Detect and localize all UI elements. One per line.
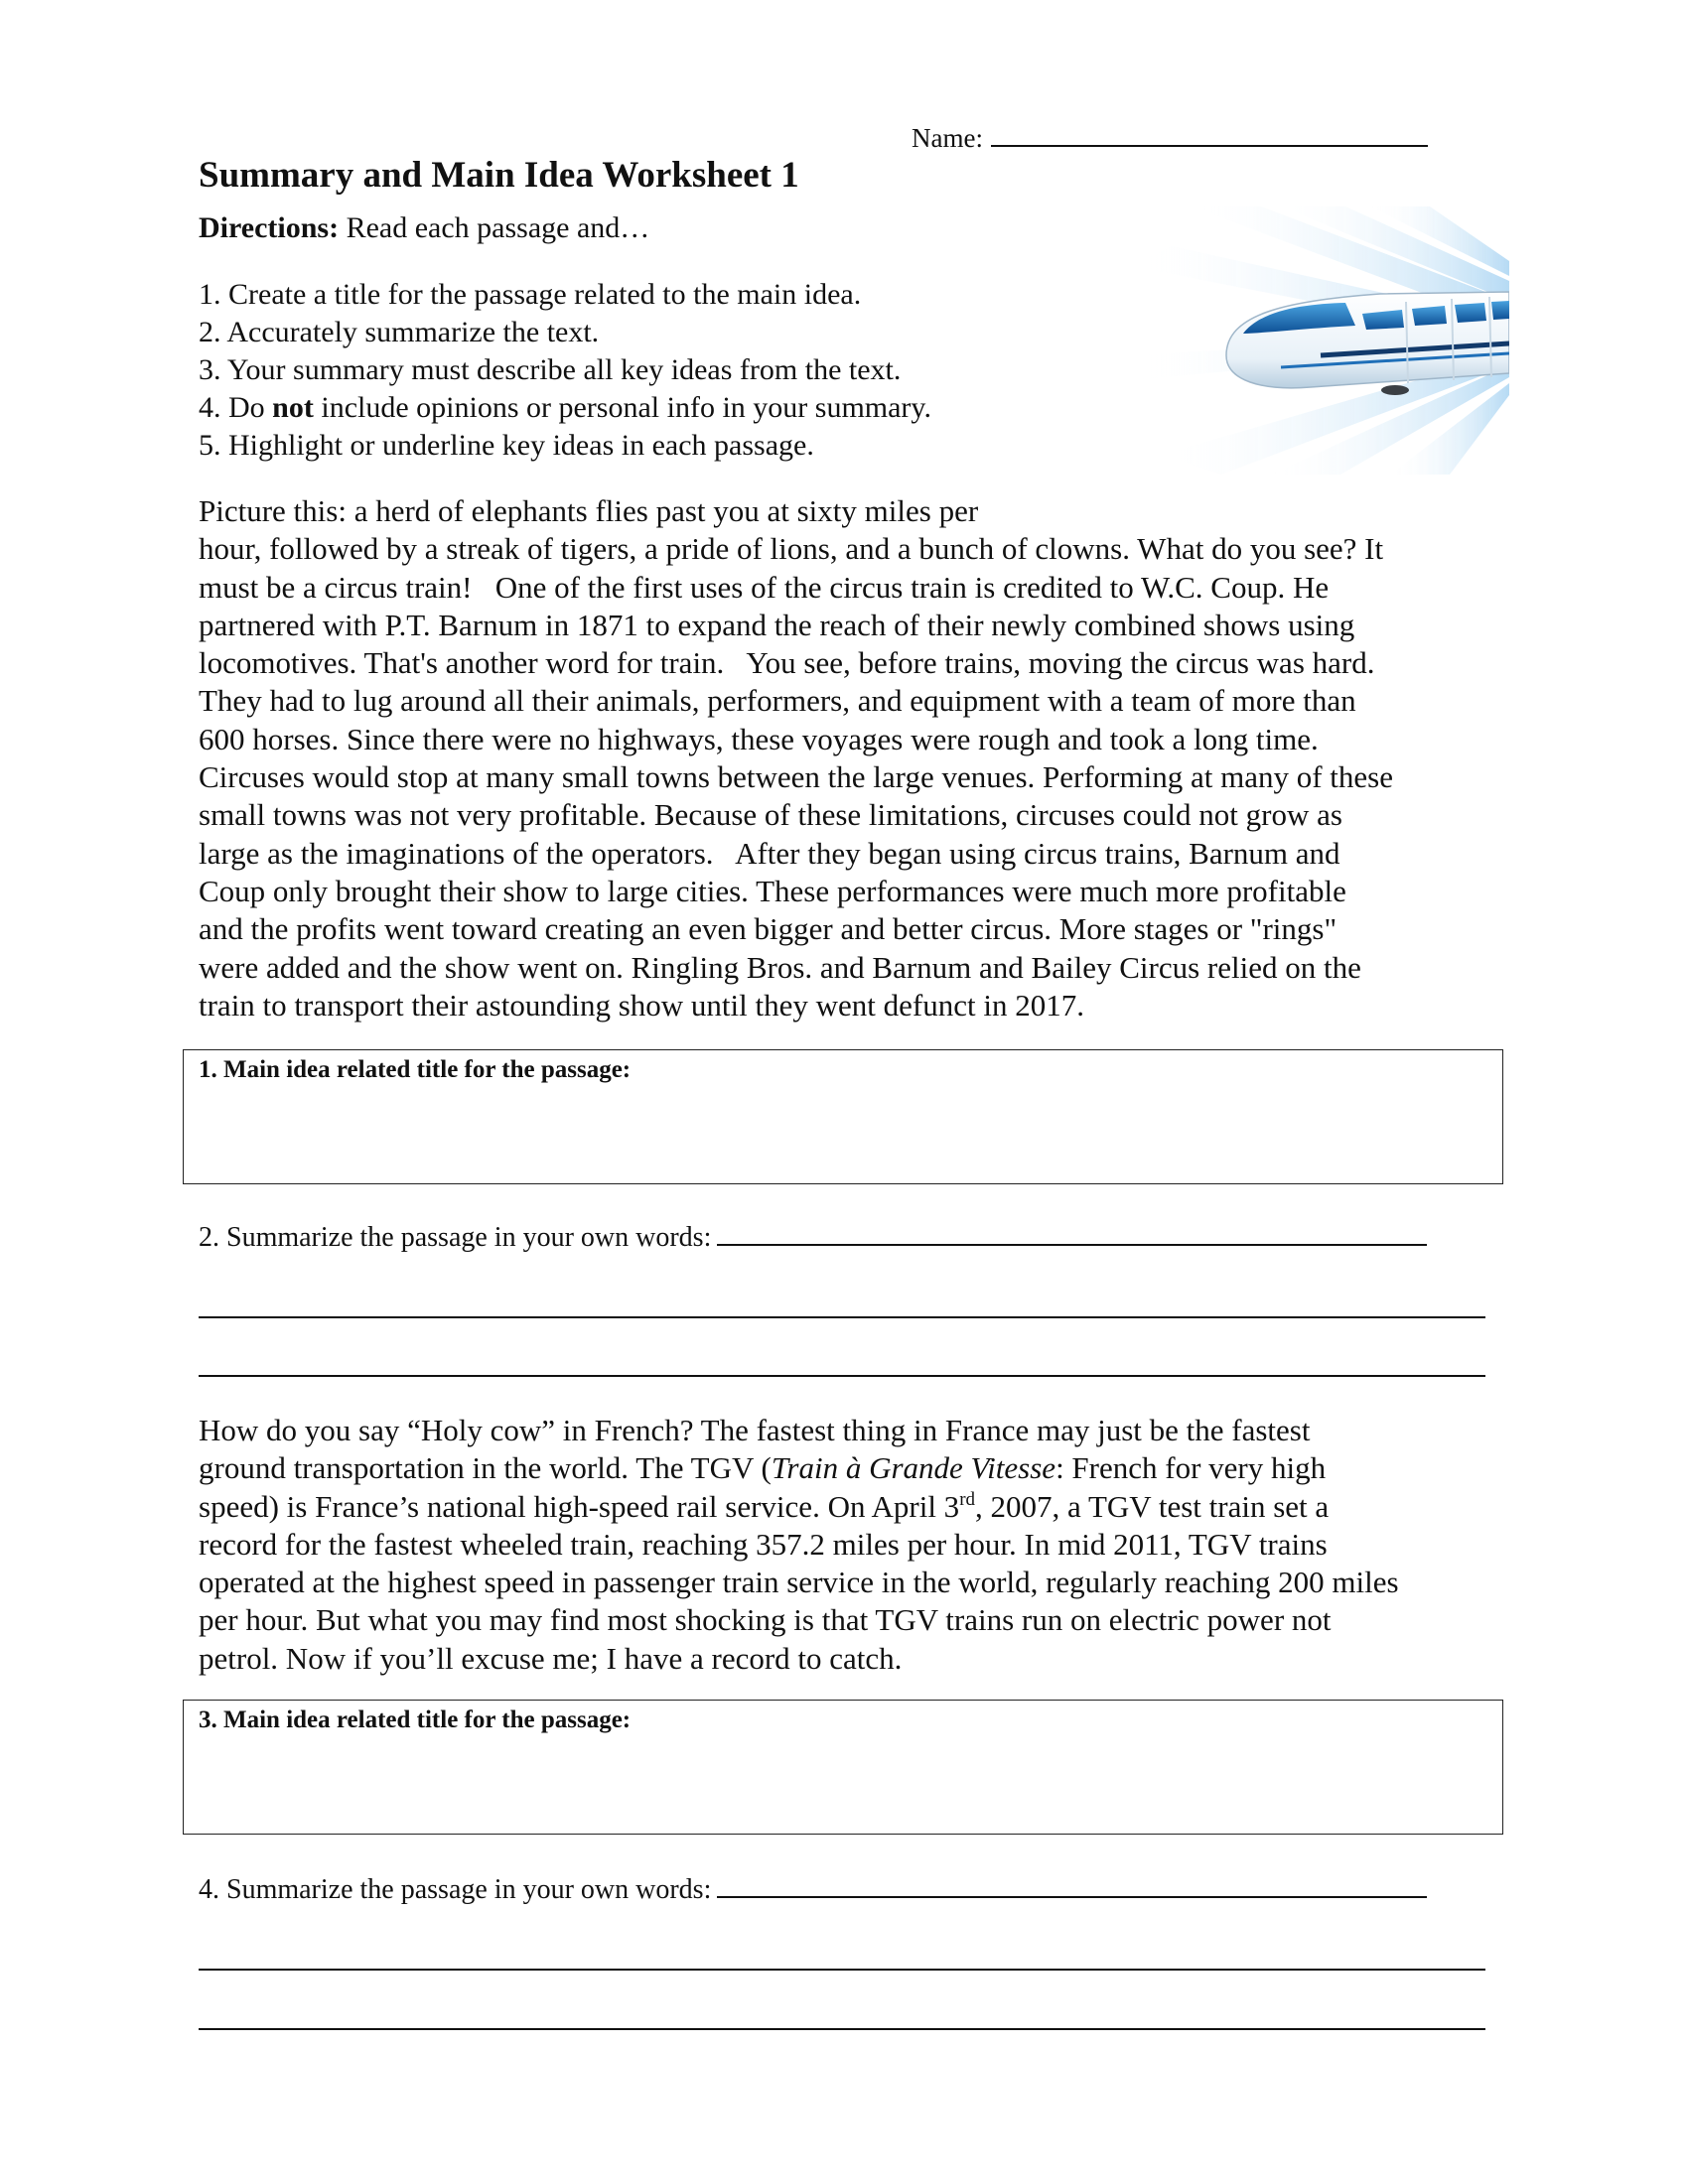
summary-question-4-label: 4. Summarize the passage in your own words: — [199, 1874, 712, 1905]
summary-writing-line[interactable] — [199, 1375, 1485, 1377]
directions-item: 3. Your summary must describe all key ideas from the text. — [199, 353, 902, 386]
passage-line: and the profits went toward creating an even bigger and better circus. More stages or "rings" — [199, 911, 1337, 947]
directions-label: Directions: — [199, 211, 340, 244]
passage-line: 600 horses. Since there were no highways, these voyages were rough and took a long time. — [199, 721, 1319, 756]
passage-line: small towns was not very profitable. Because of these limitations, circuses could not grow as — [199, 797, 1342, 833]
passage-2 — [199, 1412, 1509, 1678]
passage-line: must be a circus train! One of the first uses of the circus train is credited to W.C. Coup. He — [199, 569, 1330, 605]
title-question-1-label: 1. Main idea related title for the passage: — [199, 1056, 632, 1083]
passage-1 — [199, 492, 1509, 1024]
name-blank-line[interactable] — [991, 121, 1428, 147]
passage-line: Circuses would stop at many small towns between the large venues. Performing at many of these — [199, 759, 1393, 795]
directions-item-text: include opinions or personal info in your summary. — [313, 391, 931, 424]
directions-item-emphasis: not — [272, 391, 314, 424]
summary-writing-line[interactable] — [199, 1969, 1485, 1971]
directions-text: Read each passage and… — [346, 211, 650, 244]
passage-line: How do you say “Holy cow” in French? The fastest thing in France may just be the fastest — [199, 1413, 1311, 1447]
passage-line: hour, followed by a streak of tigers, a pride of lions, and a bunch of clowns. What do you see? It — [199, 531, 1384, 567]
summary-blank-line[interactable] — [717, 1222, 1427, 1246]
directions-item: 1. Create a title for the passage related to the main idea. — [199, 278, 862, 311]
directions-item — [199, 389, 931, 427]
directions-item: 2. Accurately summarize the text. — [199, 316, 600, 348]
summary-question-2-label: 2. Summarize the passage in your own words: — [199, 1222, 712, 1253]
passage-line: were added and the show went on. Ringling Bros. and Barnum and Bailey Circus relied on the — [199, 949, 1361, 985]
passage-text: ground transportation in the world. The TGV ( — [199, 1450, 772, 1486]
title-answer-box-3[interactable] — [183, 1700, 1503, 1835]
directions-item: 5. Highlight or underline key ideas in each passage. — [199, 429, 814, 462]
passage-text: : French for very high — [1055, 1450, 1327, 1486]
name-field[interactable] — [912, 121, 1428, 154]
title-question-3-label: 3. Main idea related title for the passage: — [199, 1706, 632, 1733]
passage-line: petrol. Now if you’ll excuse me; I have a record to catch. — [199, 1640, 903, 1676]
passage-line: operated at the highest speed in passenger train service in the world, regularly reaching 200 miles — [199, 1565, 1399, 1600]
passage-text: , 2007, a TGV test train set a — [975, 1488, 1330, 1524]
passage-line: record for the fastest wheeled train, reaching 357.2 miles per hour. In mid 2011, TGV trains — [199, 1526, 1328, 1562]
high-speed-train-icon — [1132, 206, 1509, 475]
passage-line: Picture this: a herd of elephants flies past you at sixty miles per — [199, 493, 979, 528]
passage-line: partnered with P.T. Barnum in 1871 to expand the reach of their newly combined shows using — [199, 607, 1355, 642]
name-label: Name: — [912, 123, 983, 153]
passage-line — [199, 1449, 1509, 1487]
passage-line — [199, 1488, 1509, 1526]
passage-line: large as the imaginations of the operators. After they began using circus trains, Barnum and — [199, 835, 1340, 871]
passage-line: locomotives. That's another word for train. You see, before trains, moving the circus was hard. — [199, 645, 1375, 681]
summary-blank-line[interactable] — [717, 1874, 1427, 1898]
summary-prompt-4 — [199, 1874, 1427, 1906]
ordinal-superscript: rd — [959, 1488, 976, 1510]
passage-line: They had to lug around all their animals, performers, and equipment with a team of more than — [199, 683, 1356, 719]
summary-writing-line[interactable] — [199, 2028, 1485, 2030]
passage-line: train to transport their astounding show until they went defunct in 2017. — [199, 987, 1084, 1023]
worksheet-title: Summary and Main Idea Worksheet 1 — [199, 155, 799, 196]
passage-italic-text: Train à Grande Vitesse — [771, 1450, 1056, 1486]
summary-writing-line[interactable] — [199, 1316, 1485, 1318]
passage-line: per hour. But what you may find most shocking is that TGV trains run on electric power not — [199, 1602, 1332, 1638]
directions-item-text: 4. Do — [199, 391, 273, 424]
summary-prompt-2 — [199, 1222, 1427, 1254]
directions-list — [199, 276, 931, 465]
directions — [199, 211, 649, 245]
passage-text: speed) is France’s national high-speed rail service. On April 3 — [199, 1488, 960, 1524]
passage-line: Coup only brought their show to large cities. These performances were much more profitable — [199, 873, 1346, 908]
title-answer-box-1[interactable] — [183, 1049, 1503, 1184]
